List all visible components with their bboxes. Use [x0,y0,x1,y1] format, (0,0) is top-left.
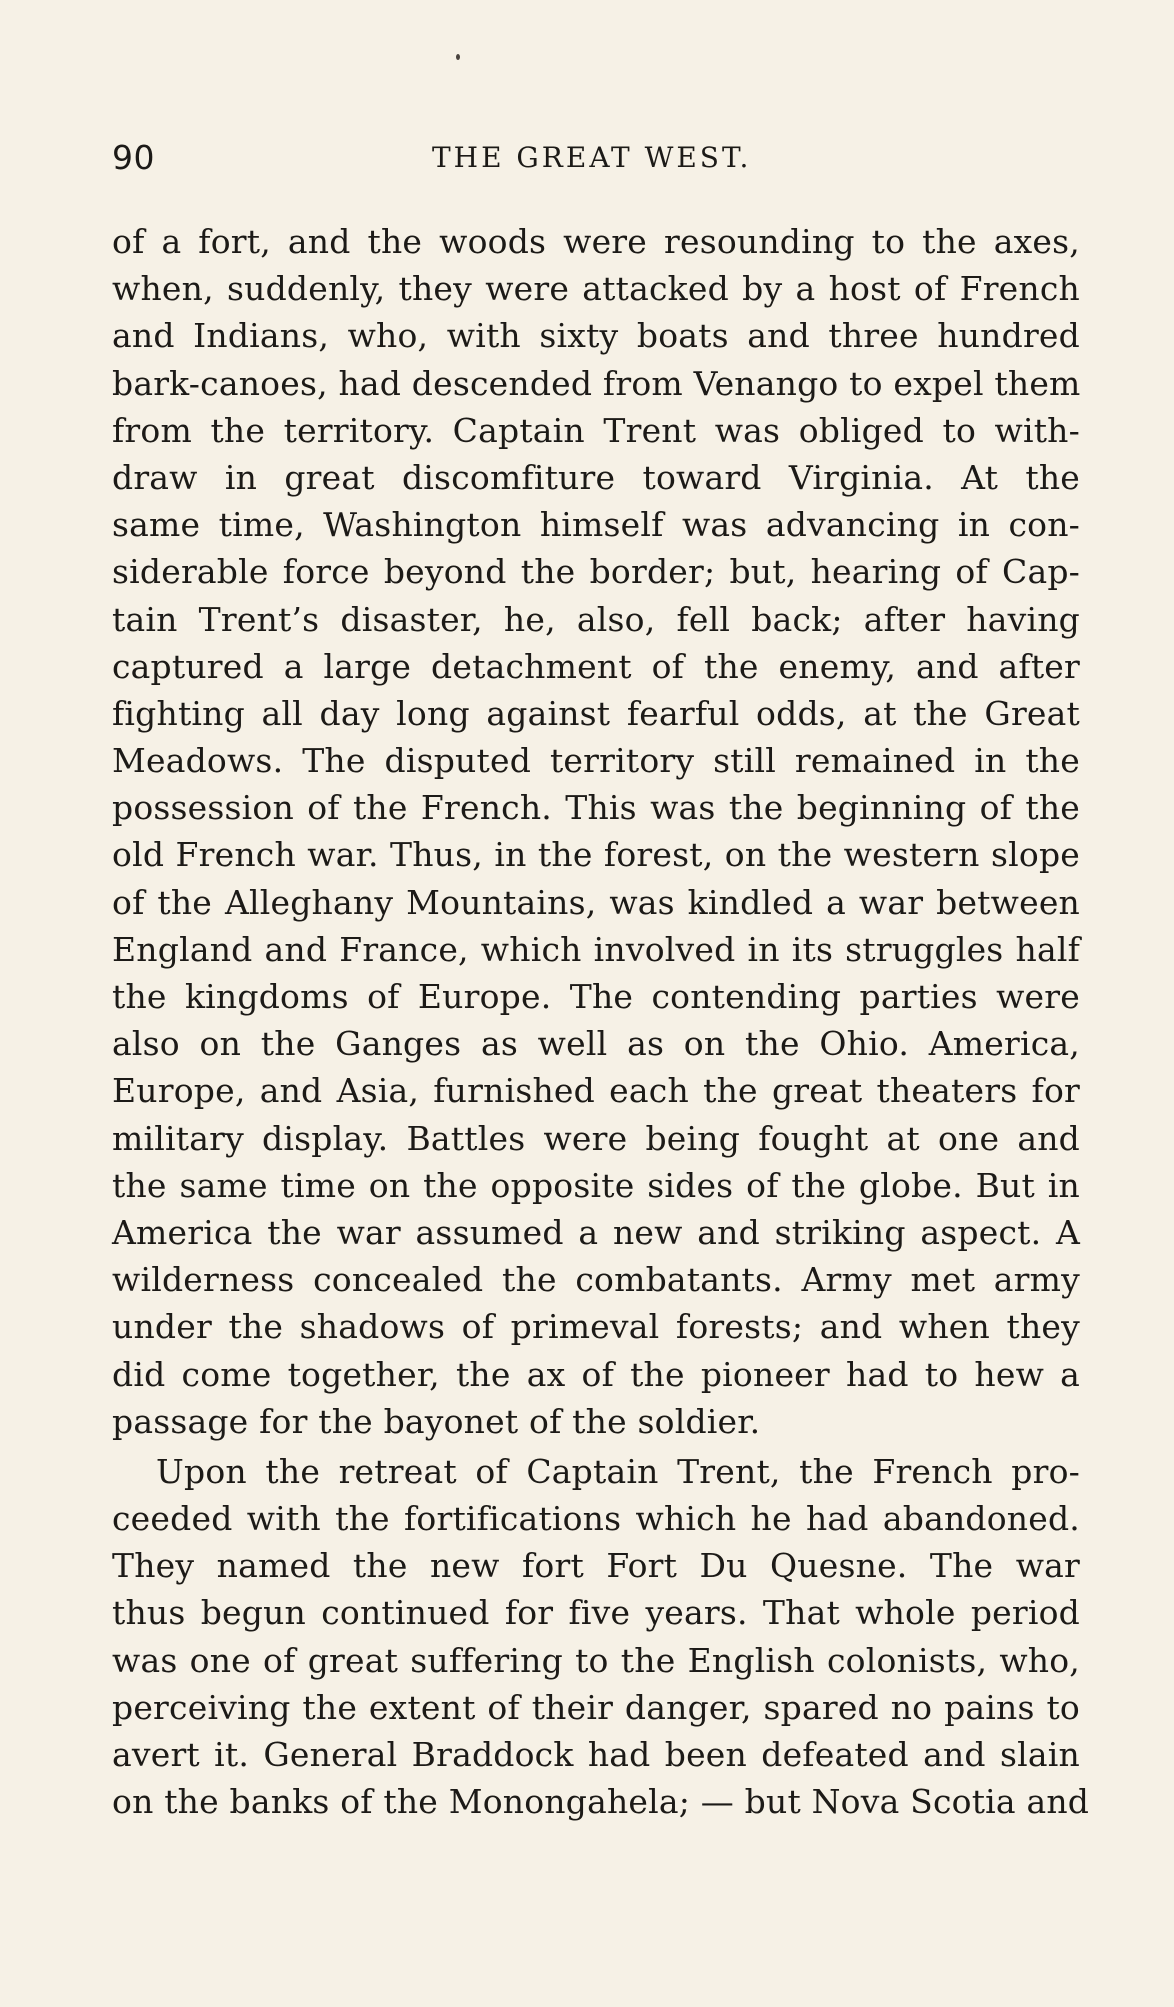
text-line: old French war. Thus, in the forest, on the western slope [112,835,1080,875]
text-line: Europe, and Asia, furnished each the great theaters for [112,1071,1080,1111]
body-text [112,218,1090,1825]
text-line: on the banks of the Monongahela; — but Nova Scotia and [112,1782,1090,1822]
ink-speck [456,54,460,60]
text-line: fighting all day long against fearful odds, at the Great [112,693,1080,733]
text-line: also on the Ganges as well as on the Ohio. America, [112,1024,1080,1064]
text-line: captured a large detachment of the enemy, and after [112,646,1080,686]
text-line: under the shadows of primeval forests; and when they [112,1307,1080,1347]
text-line: passage for the bayonet of the soldier. [112,1401,761,1441]
text-line: of the Alleghany Mountains, was kindled a war between [112,882,1080,922]
text-line: the same time on the opposite sides of the globe. But in [112,1165,1080,1205]
paragraph-2 [112,1448,1090,1826]
paragraph-1 [112,218,1080,1445]
text-line: wilderness concealed the combatants. Army met army [112,1260,1080,1300]
text-line: same time, Washington himself was advancing in con- [112,505,1080,545]
text-line: did come together, the ax of the pioneer had to hew a [112,1354,1080,1394]
text-line: They named the new fort Fort Du Quesne. The war [112,1546,1080,1586]
text-line: bark-canoes, had descended from Venango to expel them [112,363,1081,403]
text-line: possession of the French. This was the beginning of the [112,788,1080,828]
text-line: Meadows. The disputed territory still remained in the [112,741,1080,781]
text-line: ceeded with the fortifications which he had abandoned. [112,1499,1080,1539]
running-head: THE GREAT WEST. [432,141,752,174]
text-line: when, suddenly, they were attacked by a host of French [112,269,1080,309]
text-line: avert it. General Braddock had been defeated and slain [112,1735,1080,1774]
text-line: thus begun continued for five years. That whole period [112,1593,1080,1633]
text-line: military display. Battles were being fought at one and [112,1118,1080,1158]
text-line: Upon the retreat of Captain Trent, the French pro- [156,1451,1080,1491]
text-line: the kingdoms of Europe. The contending parties were [112,977,1080,1016]
text-line: and Indians, who, with sixty boats and three hundred [112,316,1080,356]
text-line: perceiving the extent of their danger, spared no pains to [112,1687,1080,1727]
text-line: was one of great suffering to the English colonists, who, [112,1640,1080,1680]
text-line: siderable force beyond the border; but, hearing of Cap- [112,552,1080,592]
text-line: tain Trent’s disaster, he, also, fell back; after having [112,599,1080,639]
page-header [112,133,1116,183]
text-line: America the war assumed a new and striking aspect. A [112,1212,1080,1252]
text-line: draw in great discomfiture toward Virginia. At the [112,457,1080,497]
text-line: England and France, which involved in its struggles half [112,929,1080,969]
text-line: of a fort, and the woods were resounding to the axes, [112,222,1080,261]
page-number: 90 [112,138,155,177]
text-line: from the territory. Captain Trent was obliged to with- [112,410,1080,450]
